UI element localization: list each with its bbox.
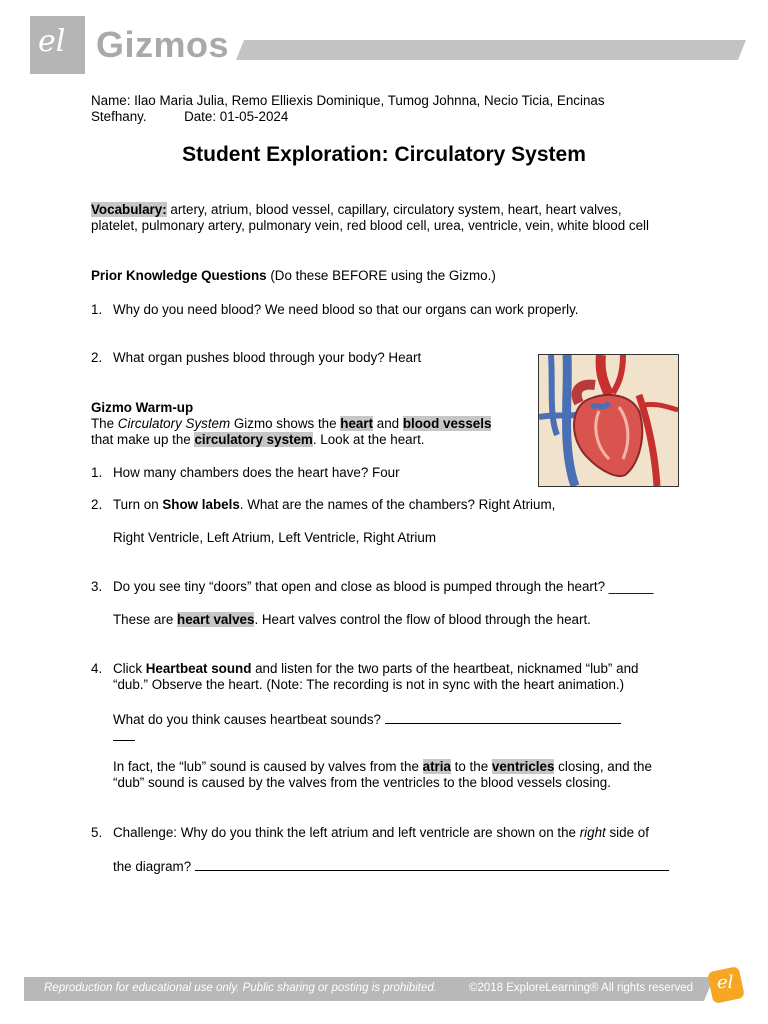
q2-text-b: . What are the names of the chambers? Right Atrium, [239,497,556,512]
header-bar [236,40,746,60]
q4-answer-blank[interactable] [385,710,621,724]
intro-text-c: that make up the [91,432,195,447]
warmup-q1-text: How many chambers does the heart have? Four [113,465,400,480]
prior-note: (Do these BEFORE using the Gizmo.) [266,268,496,283]
vocabulary-line-1 [91,202,622,218]
q3-note-b: . Heart valves control the flow of blood through the heart. [254,612,591,627]
intro-and: and [373,416,403,431]
gizmos-logo [30,16,85,74]
vocabulary-label: Vocabulary: [91,202,167,217]
page-title: Student Exploration: Circulatory System [182,143,586,166]
q5-text-a: Challenge: Why do you think the left atrium and left ventricle are shown on the [113,825,580,840]
warmup-heading-text: Gizmo Warm-up [91,400,194,415]
q5-answer-blank[interactable] [195,857,669,871]
warmup-q5-line2 [113,857,669,875]
prior-q2-num: 2. [91,350,103,365]
warmup-q3-num: 3. [91,579,103,594]
warmup-intro-1 [91,416,491,432]
name-line-2 [91,109,288,125]
warmup-q4-fact-1 [113,759,652,775]
date: Date: 01-05-2024 [184,109,289,124]
warmup-q4-text [113,661,638,677]
vocabulary-terms-1: artery, atrium, blood vessel, capillary, circulatory system, heart, heart valves, [166,202,622,217]
q4-text-b: and listen for the two parts of the heartbeat, nicknamed “lub” and [251,661,639,676]
fact-text-c: closing, and the [554,759,652,774]
warmup-q3-note [113,612,591,628]
warmup-q3-text: Do you see tiny “doors” that open and close as blood is pumped through the heart? ______ [113,579,654,594]
warmup-q2-num: 2. [91,497,103,512]
warmup-q4-num: 4. [91,661,103,676]
prior-q2-text: What organ pushes blood through your body? Heart [113,350,422,365]
term-heart-valves: heart valves [177,612,255,627]
q4-text-a: Click [113,661,146,676]
q5-text-b: side of [605,825,649,840]
logo-glyph: el [38,24,66,59]
app-name: Gizmos [96,24,230,65]
warmup-heading [91,400,193,416]
fact-text-b: to the [450,759,492,774]
term-heart: heart [340,416,374,431]
q5-right: right [579,825,606,840]
name-line-1: Name: Ilao Maria Julia, Remo Elliexis Dominique, Tumog Johnna, Necio Ticia, Encinas [91,93,605,108]
footer-logo-glyph: el [717,972,734,993]
warmup-q5-num: 5. [91,825,103,840]
heartbeat-sound-term: Heartbeat sound [145,661,252,676]
warmup-q4-prompt [113,710,621,728]
fact-text-a: In fact, the “lub” sound is caused by valves from the [113,759,423,774]
prior-q1-text: Why do you need blood? We need blood so that our organs can work properly. [113,302,579,317]
warmup-intro-2 [91,432,425,448]
name-continued: Stefhany. [91,109,147,124]
footer-disclaimer: Reproduction for educational use only. Public sharing or posting is prohibited. [44,982,437,994]
warmup-q2-text [113,497,555,513]
intro-text-d: . Look at the heart. [312,432,425,447]
prior-heading-text: Prior Knowledge Questions [91,268,267,283]
term-circulatory-system: circulatory system [194,432,313,447]
term-ventricles: ventricles [491,759,555,774]
show-labels-term: Show labels [162,497,240,512]
term-atria: atria [422,759,451,774]
vocabulary-line-2: platelet, pulmonary artery, pulmonary vein, red blood cell, urea, ventricle, vein, white blood cell [91,218,649,233]
q4-prompt-text: What do you think causes heartbeat sounds? [113,712,381,727]
warmup-q1-num: 1. [91,465,103,480]
heart-illustration [538,354,679,487]
footer-copyright: ©2018 ExploreLearning® All rights reserved [469,982,694,994]
explorelearning-logo [706,965,746,1005]
intro-gizmo-name: Circulatory System [117,416,231,431]
warmup-q4-fact-2: “dub” sound is caused by the valves from the ventricles to the blood vessels closing. [113,775,611,790]
warmup-q2-answer: Right Ventricle, Left Atrium, Left Ventricle, Right Atrium [113,530,437,545]
prior-heading [91,268,496,284]
warmup-q4-line2: “dub.” Observe the heart. (Note: The recording is not in sync with the heart animation.) [113,677,625,692]
q2-text-a: Turn on [113,497,163,512]
intro-text-b: Gizmo shows the [230,416,341,431]
q5-diagram-text: the diagram? [113,859,192,874]
prior-q1-num: 1. [91,302,103,317]
q3-note-a: These are [113,612,178,627]
intro-text-a: The [91,416,118,431]
warmup-q5-text [113,825,649,841]
q4-answer-blank-cont [113,740,135,741]
term-blood-vessels: blood vessels [402,416,492,431]
